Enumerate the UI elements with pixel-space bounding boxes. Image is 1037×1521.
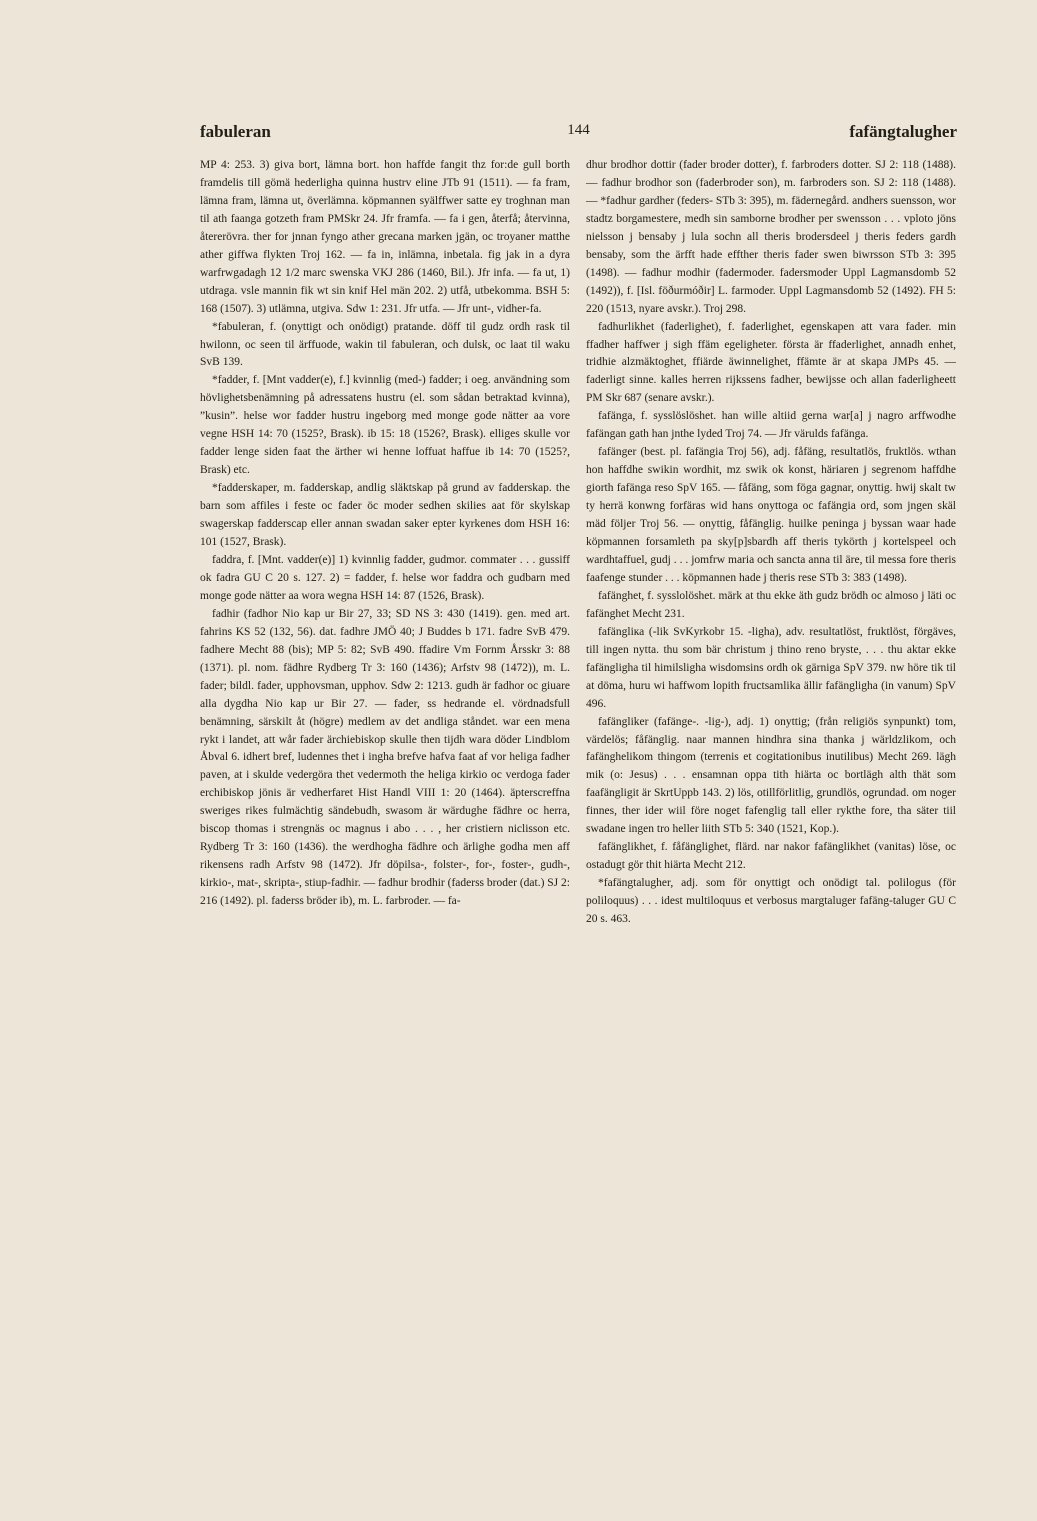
entry-fafanger: fafänger (best. pl. fafängia Troj 56), adj. fåfäng, resultatlös, fruktlös. wthan hon haffdhe swikin wordhit, mz swik ok konst, häriaren j segrenom haffdhe giorth fafänga reso SpV 165. — fåfäng, som föga gagnar, onyttig. hwij skalt tw ty herrä konwng forfäras wid hans onyttoga oc fafängia ord, som jngen skäl mäd följer Troj 56. — onyttig, fåfänglig. huilke peninga j byssan waar hade köpmannen forsamleth pa sky[p]sbardh aff theris tykörth j kortelspeel och wardhtaffuel, gudj . . . jomfrw maria och sancta anna til äre, til messa fore theris faafenge stunder . . . köpmannen hade j theris rese STb 3: 383 (1498). bbox=[586, 446, 956, 584]
entry-fadhurlikhet: fadhurlikhet (faderlighet), f. faderlighet, egenskapen att vara fader. min ffadher haffwer j sigh ffäm egeligheter. första är ffaderlighet, annadh enhet, tridhie alzmäktoghet, ffiärde äwinnelighet, ffämte är at skapa JMPs 45. — faderligt sinne. kalles herren rijkssens fadher, bewijsse och allan faderligheett PM Skr 687 (senare avskr.). bbox=[586, 320, 956, 405]
entry-fafangliка: fafängliка (-lik SvKyrkobr 15. -ligha), adv. resultatlöst, fruktlöst, förgäves, till ingen nytta. thu som bär christum j thino reno bryste, . . . thu aktar ekke fafängligha til himilsligha wisdomsins ordh ok gärniga SpV 379. nw höre tik til at döma, huru wi haffwom lopith fructsamlika ällir fafängligha (in vanum) SpV 496. bbox=[586, 625, 956, 710]
running-header bbox=[200, 122, 957, 144]
entry-fafangtalugher: *fafängtalugher, adj. som för onyttigt och onödigt tal. polilogus (för poliloquus) . . . idest multiloquus et verbosus margtaluger fafäng-taluger GU C 20 s. 463. bbox=[586, 877, 956, 926]
entry-fadderskaper: *fadderskaper, m. fadderskap, andlig släktskap på grund av fadderskap. the barn som affiles i feste oc fader öc moder sedhen skilies aat för skylskap swagerskap fadderscap eller annan swadan saker epter kyrkenes dom HSH 16: 101 (1527, Brask). bbox=[200, 482, 570, 549]
left-column bbox=[200, 157, 570, 911]
right-column bbox=[586, 157, 956, 929]
entry-fafanghet: fafänghet, f. sysslolöshet. märk at thu ekke äth gudz brödh oc almoso j läti oc fafänghet Mecht 231. bbox=[586, 589, 956, 620]
entry-fadhir: fadhir (fadhor Nio kap ur Bir 27, 33; SD NS 3: 430 (1419). gen. med art. fahrins KS 52 (132, 56). dat. fadhre JMÖ 40; J Buddes b 171. fadre SvB 479. fadhere Mecht 88 (bis); MP 5: 82; SvB 490. ffadire Vm Fornm Årsskr 3: 88 (1371). pl. nom. fädhre Rydberg Tr 3: 160 (1436); Arfstv 98 (1472)), m. L. fader; bildl. fader, upphovsman, upphov. Sdw 2: 1213. gudh är fadhor oc giuare alla dygdha Nio kap ur Bir 27. — fader, ss hedrande el. vördnadsfull benämning, särskilt åt (högre) medlem av det andliga ståndet. war een mena rykt i landet, att wår fader ärchiebiskop skulle then tijdh wara döder Lindblom Åbval 6. idhert bref, ludennes thet i ingha brefve hafva faat af vor heliga fadher paven, at i skulde vedergöra thet vedermoth the heliga kirkio oc verdoga fader erchibiskop jönis är vedherfaret Hist Handl VIII 1: 20 (1464). äpterscreffna sweriges rikes fulmächtig sändebudh, swasom är wärdughe fädhre oc herra, biscop thomas i strengnäs oc magnus i abo . . . , her cristiern niclisson etc. Rydberg Tr 3: 160 (1436). the werdhogha fädhre och ärlighe godha men aff rikensens radh Arfstv 98 (1472). Jfr döpilsa-, folster-, for-, foster-, gudh-, kirkio-, mat-, skripta-, stiup-fadhir. — fadhur brodhir (faderss broder (dat.) SJ 2: 216 (1492). pl. faderss bröder ib), m. L. farbroder. — fa- bbox=[200, 607, 570, 908]
entry-continuation: MP 4: 253. 3) giva bort, lämna bort. hon haffde fangit thz for:de gull borth framdelis till gömä hederligha quinna hustrv eline JTb 91 (1511). — fa fram, lämna fram, lämna ut, överlämna. köpmannen syälffwer satte ey troghnan man til ath faanga gotzeth fram PMSkr 24. Jfr framfa. — fa i gen, återfå; återvinna, återerövra. ther for jnnan fyngo ather grecana marken jgän, oc troyaner matthe ather giffwa flykten Troj 162. — fa in, inlämna, inbetala. fig jak in a dyra warfrwgadagh 12 1/2 marc swenska VKJ 286 (1460, Bil.). Jfr infa. — fa ut, 1) utdraga. vsle mannin fik wt sin knif Hel män 202. 2) utfå, utbekomma. BSH 5: 168 (1507). 3) utlämna, utgiva. Sdw 1: 231. Jfr utfa. — Jfr unt-, vidher-fa. bbox=[200, 159, 570, 315]
entry-continuation: dhur brodhor dottir (fader broder dotter), f. farbroders dotter. SJ 2: 118 (1488). — fadhur brodhor son (faderbroder son), m. farbroders son. SJ 2: 118 (1488). — *fadhur gardher (feders- STb 3: 395), m. fädernegård. andhers suensson, wor stadtz borgamestere, medh sin samborne brodher per swensson . . . vploto jöns nielsson j bensaby j lula sochn all theris brodersdeel j theris feders gardh bensaby, som the ärfft hade effther theris fader swen biwrsson STb 3: 395 (1498). — fadhur modhir (fadermoder. fadersmoder Uppl Lagmansdomb 52 (1492)), f. [Isl. föðurmóðir] L. farmoder. Uppl Lagmansdomb 52 (1492). FH 5: 220 (1513, nyare avskr.). Troj 298. bbox=[586, 159, 956, 315]
entry-fabuleran: *fabuleran, f. (onyttigt och onödigt) pratande. döff til gudz ordh rask til hwilonn, oc seen til ärffuode, wakin til fabuleran, och dulsk, oc laat til waku SvB 139. bbox=[200, 320, 570, 369]
entry-faddra: faddra, f. [Mnt. vadder(e)] 1) kvinnlig fadder, gudmor. commater . . . gussiff ok fadra GU C 20 s. 127. 2) = fadder, f. helse wor faddra och gudbarn med monge gode nätter aa wora wegna HSH 14: 87 (1526, Brask). bbox=[200, 553, 570, 602]
page-number: 144 bbox=[567, 122, 590, 138]
entry-fafanglikhet: fafänglikhet, f. fåfänglighet, flärd. nar nakor fafänglikhet (vanitas) löse, oc ostadugt gör thit hiärta Mecht 212. bbox=[586, 841, 956, 872]
entry-fafanga: fafänga, f. sysslöslöshet. han wille altiid gerna war[a] j nagro arffwodhe fafängan gath han jnthe lyded Troj 74. — Jfr värulds fafänga. bbox=[586, 410, 956, 441]
header-right-word: fafängtalugher bbox=[849, 122, 957, 141]
entry-fafangliker: fafängliker (fafänge-. -lig-), adj. 1) onyttig; (från religiös synpunkt) tom, värdelös; fåfänglig. naar mannen hindhra sina thanka j wärldzlikom, och fafänghelikom thingom (terrenis et cogitationibus inutilibus) Mecht 269. lägh mik (o: Jesus) . . . ensamnan oppa tith hiärta oc bortlägh alth thät som faafängligit är SkrtUppb 143. 2) lös, otillförlitlig, grundlös, ogrundad. om noger finnes, ther ider wiil före noget fafenglig tall eller rykthe fore, tha säter tiil swadane ingen tro heller liith STb 5: 340 (1521, Kop.). bbox=[586, 715, 956, 836]
entry-fadder: *fadder, f. [Mnt vadder(e), f.] kvinnlig (med-) fadder; i oeg. användning som hövlighetsbenämning på adressatens hustru (el. som sådan betraktad kvinna), ”kusin”. helse wor fadder hustru ingeborg med monge gode nätter aa vore vegne HSH 14: 70 (1525?, Brask). ib 15: 18 (1526?, Brask). elliges skulle vor fadder lenge siden faat the ärther wi henne loffuat haffue ib 14: 70 (1525?, Brask) etc. bbox=[200, 374, 570, 477]
header-left-word: fabuleran bbox=[200, 122, 271, 141]
